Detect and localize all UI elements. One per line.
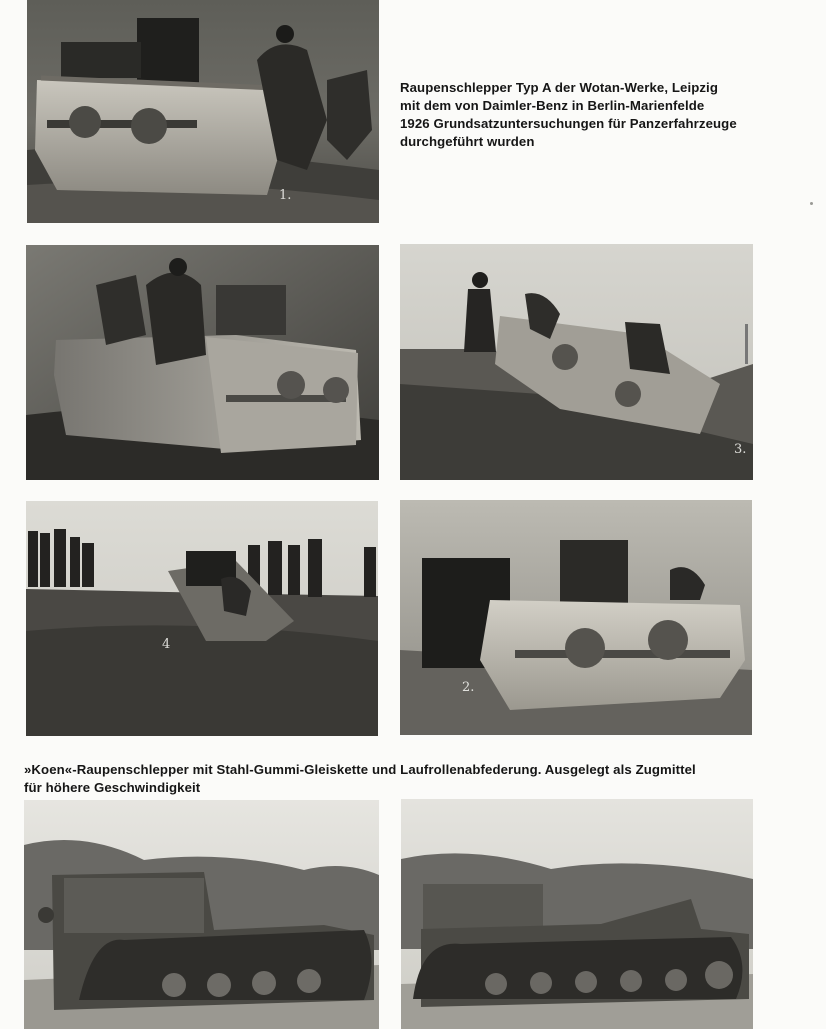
plate-number: 4 — [162, 637, 171, 652]
caption-line: Raupenschlepper Typ A der Wotan-Werke, Leipzig — [400, 80, 718, 95]
caption-wotan-tractor — [400, 79, 800, 151]
photo-wotan-tractor-slope — [400, 244, 753, 480]
photo-koen-tractor-front — [24, 800, 379, 1029]
photo-wotan-tractor-1 — [27, 0, 379, 223]
scan-speck — [810, 202, 813, 205]
plate-number: 3. — [734, 442, 747, 457]
photo-wotan-tractor-side — [400, 500, 752, 735]
photo-wotan-tractor-group — [26, 501, 378, 736]
caption-line: 1926 Grundsatzuntersuchungen für Panzerfahrzeuge — [400, 116, 737, 131]
caption-line: für höhere Geschwindigkeit — [24, 780, 201, 795]
plate-number: 1. — [279, 188, 292, 203]
caption-line: durchgeführt wurden — [400, 134, 535, 149]
photo-koen-tractor-side — [401, 799, 753, 1029]
caption-line: mit dem von Daimler-Benz in Berlin-Marienfelde — [400, 98, 705, 113]
caption-koen-tractor — [24, 761, 814, 797]
caption-line: »Koen«-Raupenschlepper mit Stahl-Gummi-Gleiskette und Laufrollenabfederung. Ausgelegt als Zugmittel — [24, 762, 696, 777]
plate-number: 2. — [462, 680, 475, 695]
photo-wotan-tractor-2 — [26, 245, 379, 480]
